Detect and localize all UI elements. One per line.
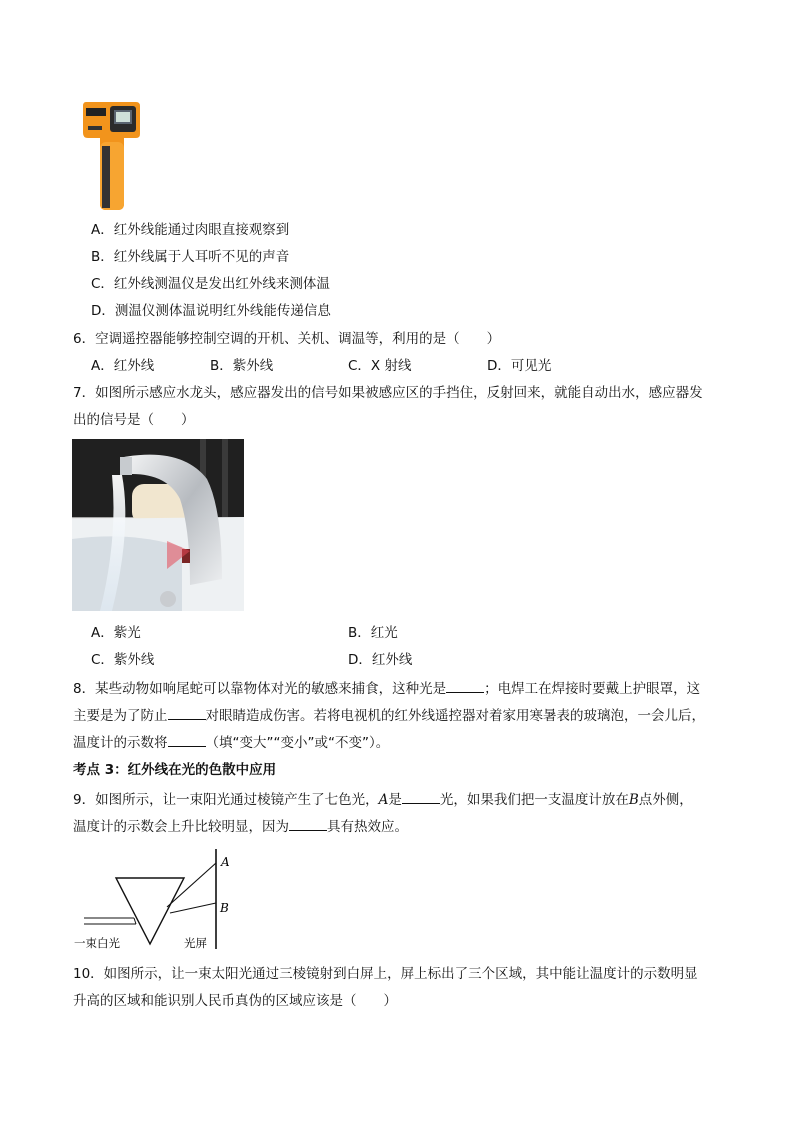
q5-option-d: D．测温仪测体温说明红外线能传递信息 (91, 303, 331, 319)
q8-text-6: （填“变大”“变小”或“不变”）。 (205, 735, 390, 751)
q9-text-4: 点外侧， (638, 792, 693, 808)
q9-var-a: A (378, 792, 389, 808)
q5-option-c: C．红外线测温仪是发出红外线来测体温 (91, 276, 330, 292)
q9-line1 (73, 789, 693, 810)
q10-line1: 10．如图所示，让一束太阳光通过三棱镜射到白屏上，屏上标出了三个区域，其中能让温度计的示数明显 (73, 966, 698, 982)
prism-dispersion-diagram (74, 845, 244, 953)
q8-text-5: 温度计的示数将 (73, 735, 168, 751)
dispersed-ray-a (167, 863, 216, 907)
sensor-faucet-image (72, 439, 244, 611)
q7-stem-line1: 7．如图所示感应水龙头，感应器发出的信号如果被感应区的手挡住，反射回来，就能自动出水，感应器发 (73, 385, 703, 401)
answer-blank (168, 705, 206, 720)
q8-text-2: ；电焊工在焊接时要戴上护眼罩，这 (484, 681, 701, 697)
answer-blank (446, 678, 484, 693)
label-b: B (220, 901, 229, 915)
q8-text-1: 8．某些动物如响尾蛇可以靠物体对光的敏感来捕食，这种光是 (73, 681, 447, 697)
label-a: A (221, 855, 230, 869)
q9-var-b: B (628, 792, 639, 808)
q6-option-d: D．可见光 (487, 358, 552, 374)
answer-blank (402, 789, 440, 804)
q9-line2 (73, 816, 408, 837)
q5-option-a: A．红外线能通过肉眼直接观察到 (91, 222, 290, 238)
q10-line2: 升高的区域和能识别人民币真伪的区域应该是（ ） (73, 993, 397, 1009)
q7-stem-line2: 出的信号是（ ） (73, 412, 195, 428)
answer-blank (289, 816, 327, 831)
q9-text-1: 9．如图所示，让一束阳光通过棱镜产生了七色光， (73, 792, 379, 808)
q8-text-4: 对眼睛造成伤害。若将电视机的红外线遥控器对着家用寒暑表的玻璃泡，一会儿后， (205, 708, 705, 724)
dispersed-ray-b (170, 903, 216, 913)
q6-option-c: C．X 射线 (348, 358, 412, 374)
q8-line2 (73, 705, 705, 726)
prism-shape (116, 878, 184, 944)
q7-option-d: D．红外线 (348, 652, 413, 668)
section-heading: 考点 3：红外线在光的色散中应用 (73, 762, 277, 778)
q7-option-a: A．紫光 (91, 625, 141, 641)
q6-option-b: B．紫外线 (210, 358, 274, 374)
q9-text-6: 具有热效应。 (327, 819, 408, 835)
q8-line1 (73, 678, 700, 699)
q7-option-b: B．红光 (348, 625, 398, 641)
q5-option-b: B．红外线属于人耳听不见的声音 (91, 249, 290, 265)
infrared-thermometer-image (80, 98, 142, 213)
q9-text-2: 是 (388, 792, 402, 808)
q9-text-3: 光，如果我们把一支温度计放在 (439, 792, 629, 808)
q6-stem: 6．空调遥控器能够控制空调的开机、关机、调温等，利用的是（ ） (73, 331, 501, 347)
q8-line3 (73, 732, 389, 753)
label-white-light: 一束白光 (74, 936, 120, 950)
answer-blank (168, 732, 206, 747)
q9-text-5: 温度计的示数会上升比较明显，因为 (73, 819, 289, 835)
label-screen: 光屏 (184, 936, 207, 950)
q8-text-3: 主要是为了防止 (73, 708, 168, 724)
q7-option-c: C．紫外线 (91, 652, 155, 668)
q6-option-a: A．红外线 (91, 358, 155, 374)
